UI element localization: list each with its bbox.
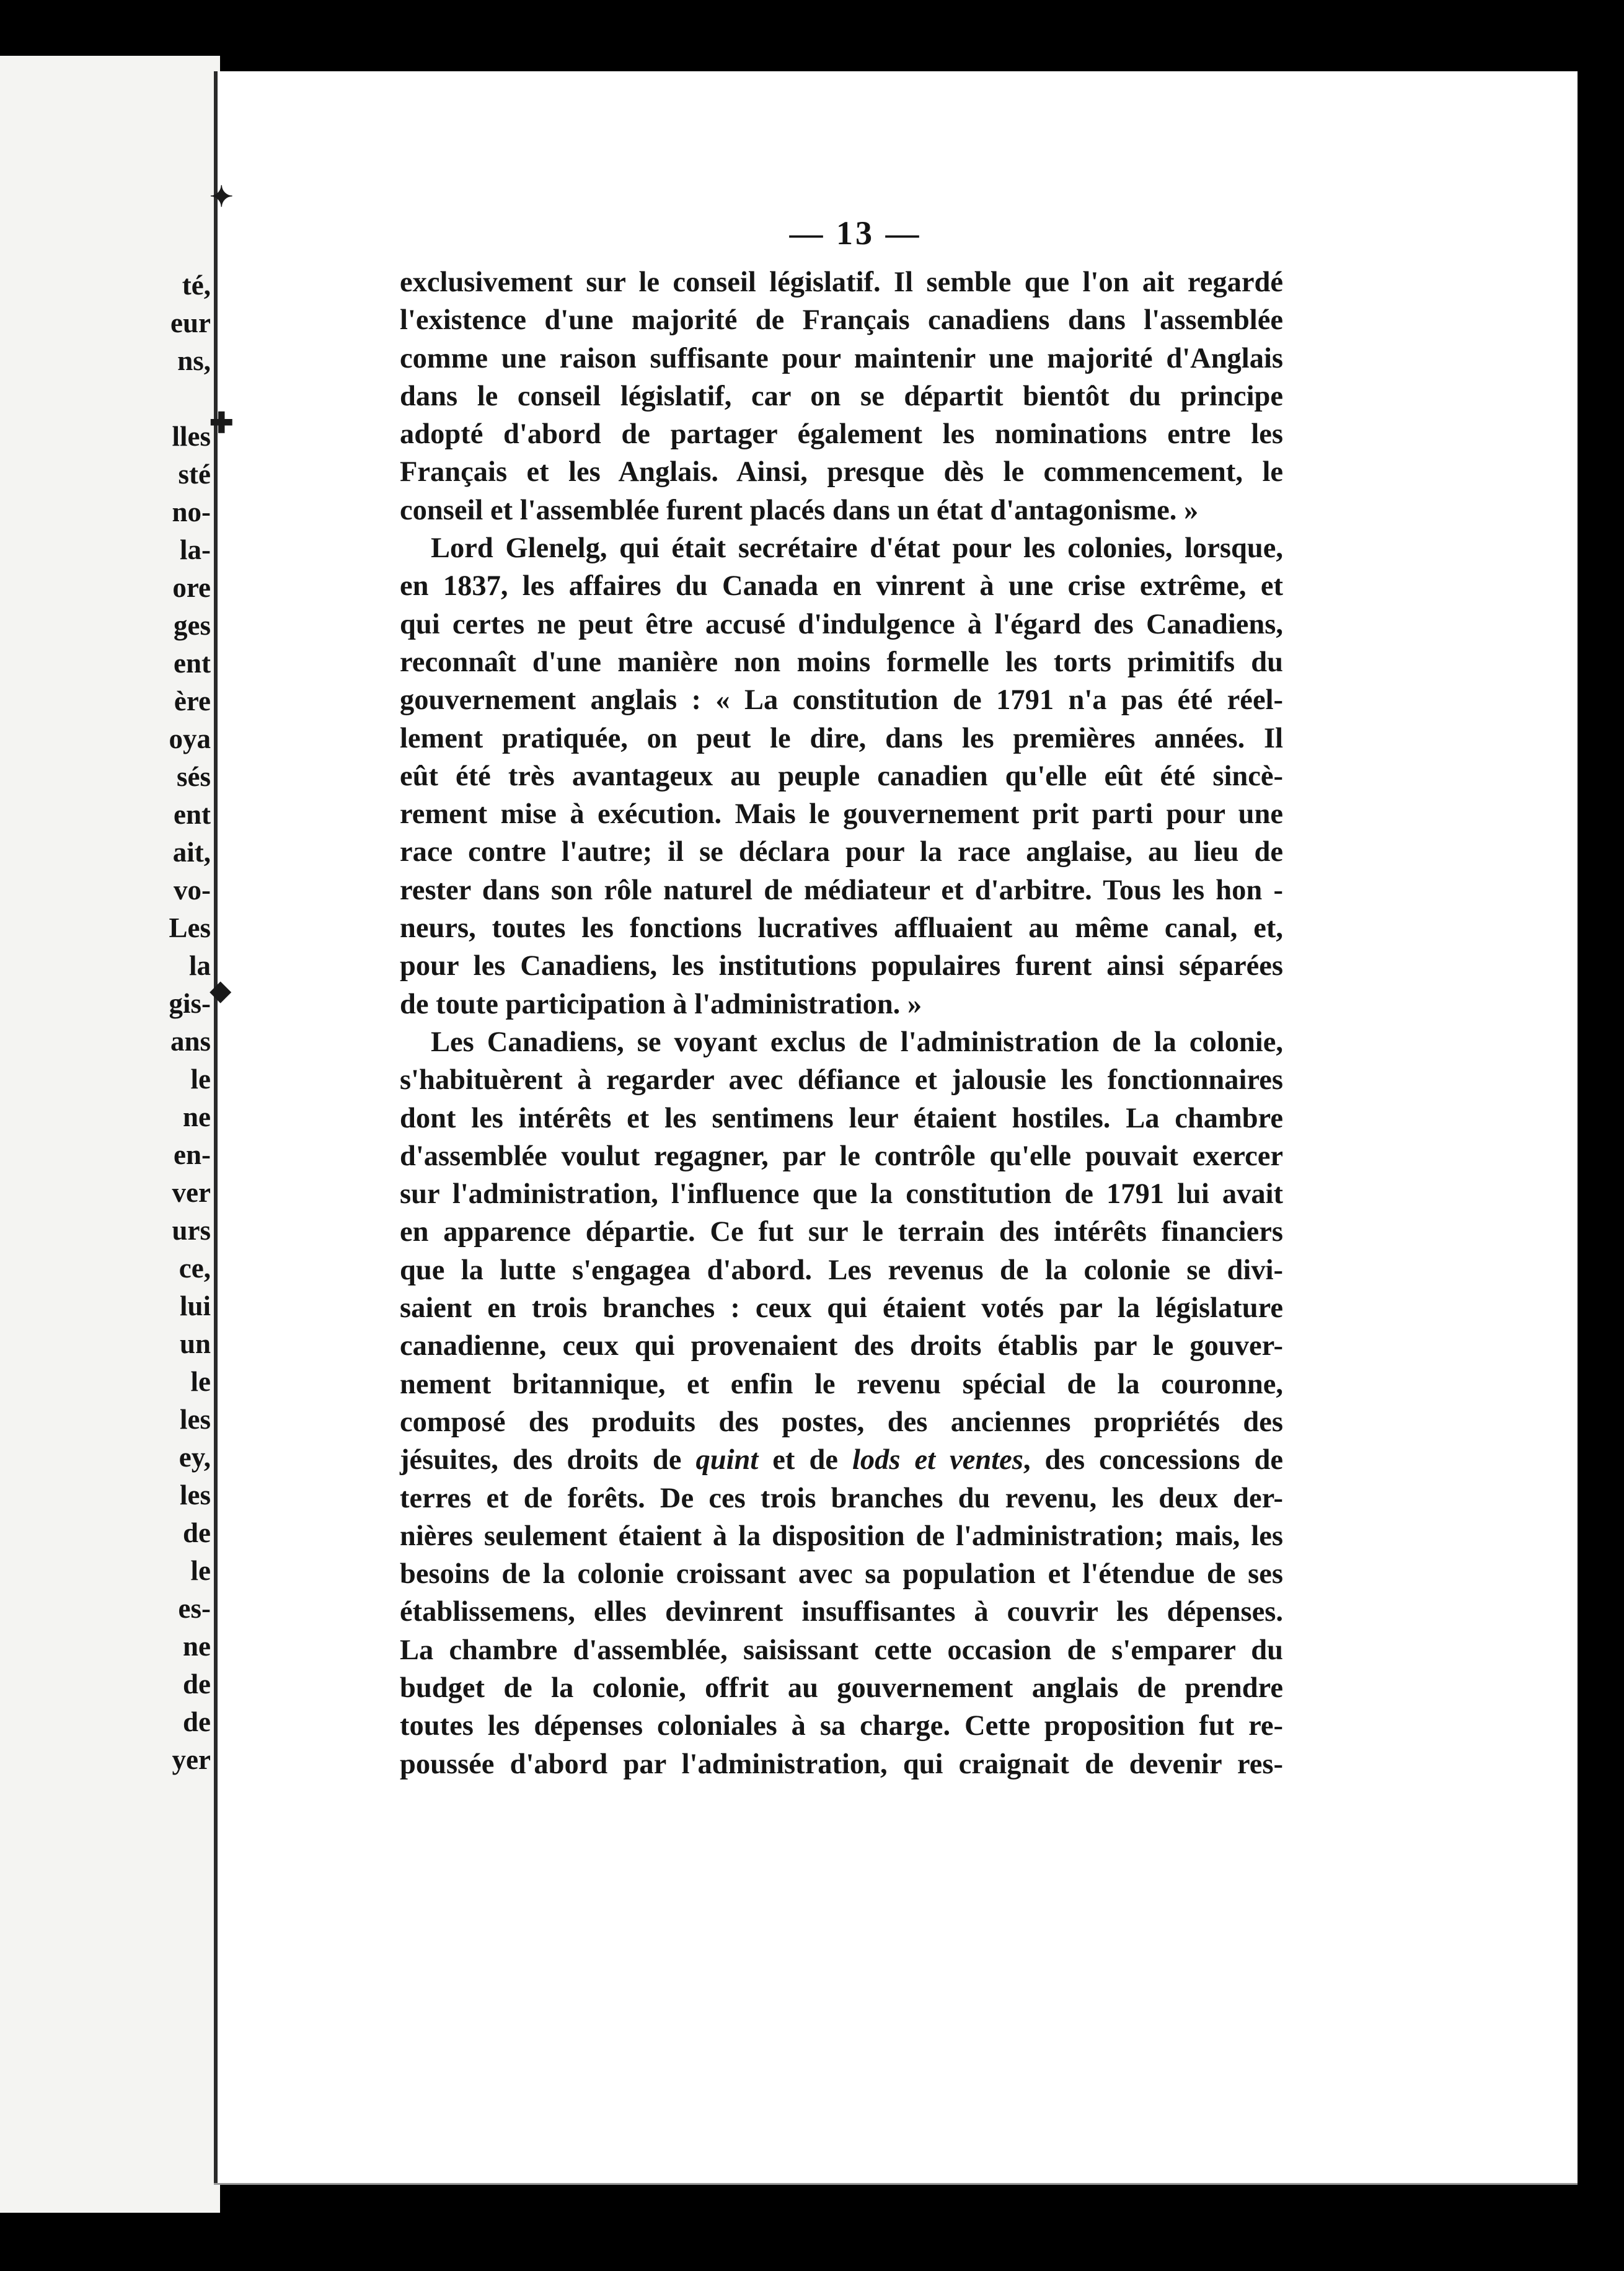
page-bottom-edge <box>214 2183 1578 2185</box>
left-fragment <box>93 380 211 418</box>
body-text <box>400 263 1283 1783</box>
text-line: l'existence d'une majorité de Français canadiens dans l'assemblée <box>400 304 1283 337</box>
left-fragment: ans <box>170 1026 211 1057</box>
page-spine-edge <box>214 71 218 2185</box>
left-page-text <box>93 267 211 1779</box>
text-line: budget de la colonie, offrit au gouvernement anglais de prendre <box>400 1672 1283 1704</box>
text-segment: et de <box>772 1444 838 1476</box>
left-fragment: la- <box>180 534 211 565</box>
left-fragment: ey, <box>179 1442 211 1473</box>
text-line: en 1837, les affaires du Canada en vinrent à une crise extrême, et <box>400 570 1283 602</box>
left-fragment: ne <box>183 1101 211 1132</box>
left-fragment: ère <box>174 686 211 717</box>
left-fragment: un <box>179 1328 211 1359</box>
left-fragment: en- <box>174 1139 211 1170</box>
italic-term: quint <box>695 1444 759 1476</box>
left-facing-page <box>0 56 220 2213</box>
text-line: en apparence départie. Ce fut sur le terrain des intérêts financiers <box>400 1216 1283 1248</box>
left-fragment: lui <box>179 1290 211 1321</box>
binding-mark-icon: ✦ <box>210 181 234 213</box>
left-fragment: ent <box>174 648 211 679</box>
binding-mark-icon: ✚ <box>210 407 234 439</box>
text-line: toutes les dépenses coloniales à sa charge. Cette proposition fut re- <box>400 1710 1283 1742</box>
left-fragment: de <box>183 1517 211 1548</box>
text-line: besoins de la colonie croissant avec sa population et l'étendue de ses <box>400 1558 1283 1590</box>
left-fragment: le <box>190 1366 211 1397</box>
left-fragment: sté <box>178 459 211 490</box>
text-line: d'assemblée voulut regagner, par le contrôle qu'elle pouvait exercer <box>400 1140 1283 1172</box>
text-line: Français et les Anglais. Ainsi, presque dès le commencement, le <box>400 456 1283 488</box>
text-line: s'habituèrent à regarder avec défiance et jalousie les fonctionnaires <box>400 1064 1283 1096</box>
text-line: nières seulement étaient à la disposition de l'administration; mais, les <box>400 1520 1283 1552</box>
text-line: établissemens, elles devinrent insuffisantes à couvrir les dépenses. <box>400 1596 1283 1628</box>
left-fragment: ce, <box>179 1253 211 1284</box>
text-line: lement pratiquée, on peut le dire, dans les premières années. Il <box>400 722 1283 754</box>
left-fragment: les <box>180 1479 211 1510</box>
left-fragment: de <box>183 1706 211 1737</box>
text-line: eût été très avantageux au peuple canadien qu'elle eût été sincè- <box>400 760 1283 792</box>
text-line: composé des produits des postes, des anciennes propriétés des <box>400 1406 1283 1438</box>
left-fragment: oya <box>169 723 211 754</box>
text-line: nement britannique, et enfin le revenu spécial de la couronne, <box>400 1368 1283 1400</box>
left-fragment: vo- <box>174 875 211 906</box>
left-fragment: ore <box>172 572 211 603</box>
text-segment: , des concessions de <box>1023 1444 1284 1476</box>
text-segment: jésuites, des droits de <box>400 1444 682 1476</box>
text-line: conseil et l'assemblée furent placés dans un état d'antagonisme. » <box>400 494 1199 526</box>
binding-mark-icon: ◆ <box>210 974 232 1006</box>
left-fragment: de <box>183 1669 211 1700</box>
text-line: comme une raison suffisante pour maintenir une majorité d'Anglais <box>400 342 1283 374</box>
left-fragment: no- <box>172 496 211 527</box>
left-fragment: sés <box>177 761 211 792</box>
left-fragment: ne <box>183 1631 211 1662</box>
italic-term: lods et ventes <box>852 1444 1023 1476</box>
left-fragment: ait, <box>172 837 211 868</box>
left-fragment: ent <box>174 799 211 830</box>
left-fragment: eur <box>170 307 211 338</box>
left-fragment: lles <box>172 421 211 452</box>
text-line: canadienne, ceux qui provenaient des droits établis par le gouver- <box>400 1330 1283 1362</box>
text-line: rement mise à exécution. Mais le gouvernement prit parti pour une <box>400 798 1283 831</box>
left-fragment: les <box>180 1404 211 1435</box>
text-line: Les Canadiens, se voyant exclus de l'administration de la colonie, <box>431 1026 1283 1058</box>
text-line: poussée d'abord par l'administration, qui craignait de devenir res- <box>400 1748 1283 1780</box>
text-line-mixed <box>400 1441 1283 1479</box>
text-line: reconnaît d'une manière non moins formelle les torts primitifs du <box>400 646 1283 678</box>
text-line: terres et de forêts. De ces trois branches du revenu, les deux der- <box>400 1482 1283 1514</box>
left-fragment: es- <box>178 1593 211 1624</box>
left-fragment: ges <box>174 610 211 641</box>
left-fragment: le <box>190 1064 211 1095</box>
left-fragment: Les <box>169 912 211 943</box>
text-line: pour les Canadiens, les institutions populaires furent ainsi séparées <box>400 950 1283 982</box>
text-line: Lord Glenelg, qui était secrétaire d'état pour les colonies, lorsque, <box>431 532 1283 565</box>
text-line: de toute participation à l'administration. » <box>400 988 922 1020</box>
page-number: — 13 — <box>789 214 922 252</box>
left-fragment: té, <box>182 270 211 301</box>
text-line: sur l'administration, l'influence que la constitution de 1791 lui avait <box>400 1178 1283 1210</box>
text-line: gouvernement anglais : « La constitution de 1791 n'a pas été réel- <box>400 684 1283 717</box>
text-line: dans le conseil législatif, car on se départit bientôt du principe <box>400 380 1283 412</box>
text-line: saient en trois branches : ceux qui étaient votés par la législature <box>400 1292 1283 1325</box>
left-fragment: ver <box>172 1177 211 1208</box>
left-fragment: le <box>190 1555 211 1586</box>
left-fragment: ns, <box>177 345 211 376</box>
text-line: que la lutte s'engagea d'abord. Les revenus de la colonie se divi- <box>400 1254 1283 1286</box>
text-line: La chambre d'assemblée, saisissant cette occasion de s'emparer du <box>400 1634 1283 1666</box>
left-fragment: gis- <box>169 988 211 1019</box>
text-line: qui certes ne peut être accusé d'indulgence à l'égard des Canadiens, <box>400 608 1283 640</box>
text-line: neurs, toutes les fonctions lucratives affluaient au même canal, et, <box>400 912 1283 945</box>
text-line: dont les intérêts et les sentimens leur étaient hostiles. La chambre <box>400 1102 1283 1134</box>
text-line: rester dans son rôle naturel de médiateur et d'arbitre. Tous les hon - <box>400 874 1283 906</box>
text-line: exclusivement sur le conseil législatif. Il semble que l'on ait regardé <box>400 267 1283 298</box>
left-fragment: la <box>188 950 211 981</box>
text-line: race contre l'autre; il se déclara pour la race anglaise, au lieu de <box>400 836 1283 868</box>
left-fragment: urs <box>172 1215 211 1246</box>
left-fragment: yer <box>172 1744 211 1775</box>
text-line: adopté d'abord de partager également les nominations entre les <box>400 418 1283 451</box>
